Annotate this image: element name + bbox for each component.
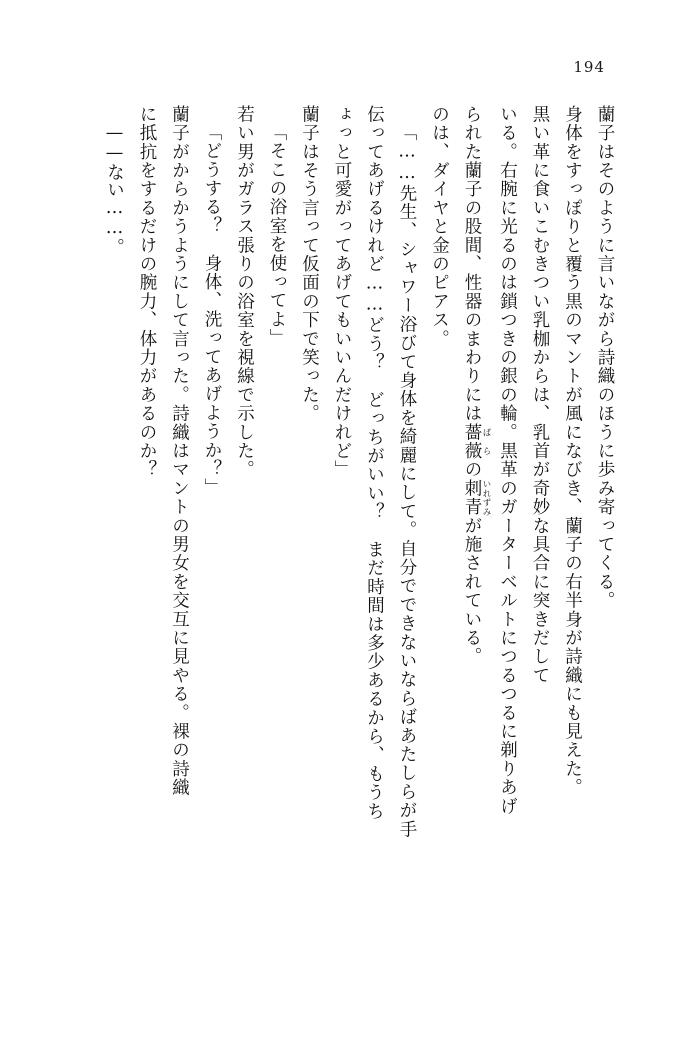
paragraph: 伝ってあげるけれど……どう？ どっちがいい？ まだ時間は多少あるから、もうち	[364, 105, 385, 821]
paragraph: のは、ダイヤと金のピアス。	[429, 105, 450, 349]
paragraph-with-ruby: られた蘭子の股間、性器のまわりには薔薇 ばらの刺青 いれずみが施されている。	[462, 105, 491, 667]
paragraph: 蘭子はそのように言いながら詩織のほうに歩み寄ってくる。	[595, 105, 615, 610]
paragraph: 「どうする？ 身体、洗ってあげようか？」	[202, 122, 222, 497]
paragraph: 身体をすっぽりと覆う黒のマントが風になびき、蘭子の右半身が詩織にも見えた。	[562, 105, 583, 797]
paragraph: 蘭子はそう言って仮面の下で笑った。	[299, 105, 320, 423]
paragraph: 「そこの浴室を使ってよ」	[267, 122, 287, 347]
body-text	[61, 105, 621, 945]
paragraph: いる。右腕に光るのは鎖つきの銀の輪。黒革のガーターベルトにつるつるに剃りあげ	[497, 105, 518, 816]
page-number: 194	[573, 58, 605, 76]
paragraph: に抵抗をするだけの腕力、体力があるのか？	[137, 105, 157, 479]
ruby-irezumi: 刺青 いれずみ	[462, 479, 491, 517]
paragraph: 「……先生、シャワー浴びて身体を綺麗にして。自分でできないならばあたしらが手	[397, 122, 417, 839]
paragraph: 黒い革に食いこむきつい乳枷からは、乳首が奇妙な具合に突きだして	[530, 105, 550, 685]
paragraph: ょっと可愛がってあげてもいいんだけれど」	[332, 105, 352, 479]
paragraph: 若い男がガラス張りの浴室を視線で示した。	[234, 105, 255, 479]
ruby-bara: 薔薇 ばら	[462, 422, 491, 461]
paragraph: 蘭子がからかうようにして言った。詩織はマントの男女を交互に見やる。裸の詩織	[169, 105, 190, 797]
paragraph: ——ない……。	[104, 122, 125, 255]
